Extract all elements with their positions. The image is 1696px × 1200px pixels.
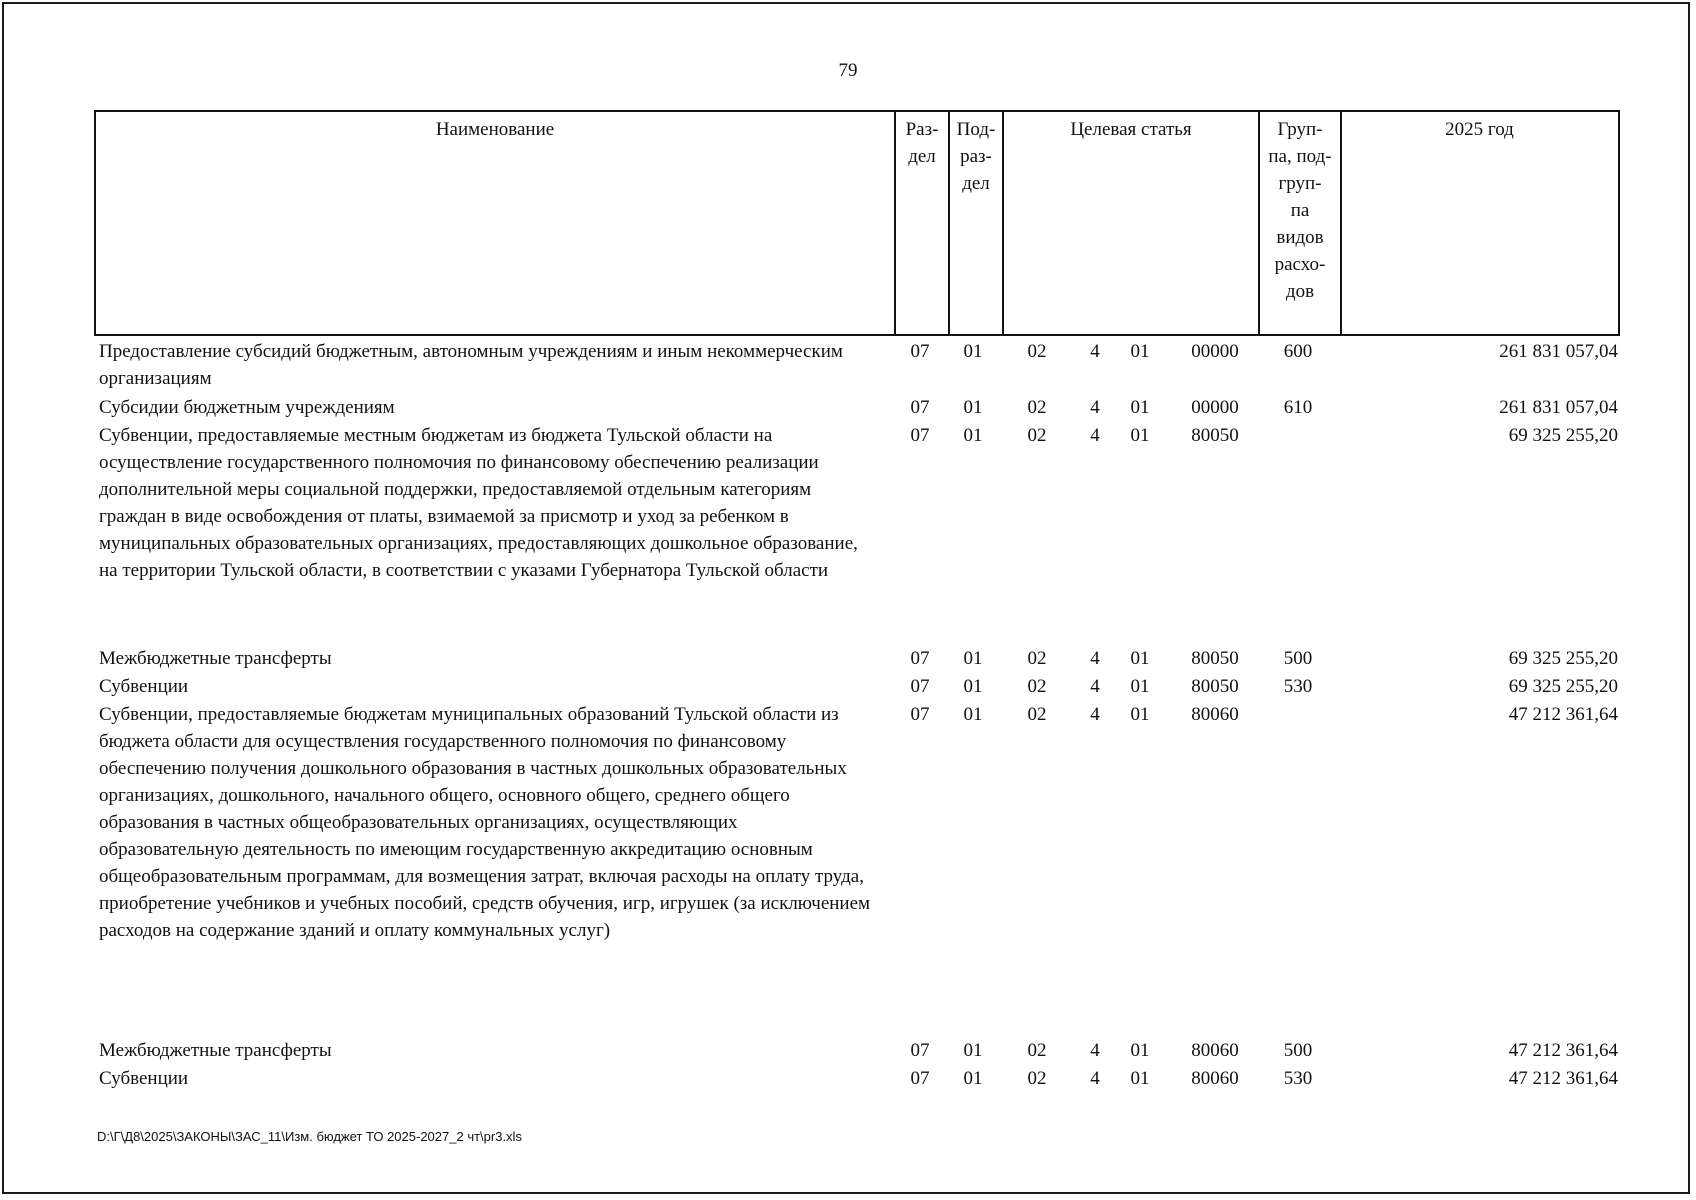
header-group-line: Груп- [1277, 119, 1323, 140]
row-target-event: 01 [1130, 341, 1150, 362]
row-podrazdel: 01 [963, 341, 983, 362]
row-razdel: 07 [910, 648, 930, 669]
header-razdel-line: Раз- [905, 119, 939, 140]
row-name: Субсидии бюджетным учреждениям [99, 397, 395, 418]
row-target-program: 02 [1027, 1040, 1047, 1061]
header-group [1260, 112, 1342, 334]
header-group-line: видов [1276, 227, 1324, 248]
row-target-direction: 80050 [1191, 676, 1239, 697]
row-amount: 47 212 361,64 [1508, 1040, 1618, 1061]
header-year-label: 2025 год [1445, 119, 1514, 140]
row-target-event: 01 [1130, 425, 1150, 446]
row-podrazdel: 01 [963, 1068, 983, 1089]
row-razdel: 07 [910, 704, 930, 725]
header-target-article-label: Целевая статья [1070, 119, 1192, 140]
row-podrazdel: 01 [963, 648, 983, 669]
row-razdel: 07 [910, 1068, 930, 1089]
header-group-line: па, под- [1268, 146, 1332, 167]
header-group-line: расхо- [1274, 254, 1326, 275]
header-razdel-line: дел [908, 146, 936, 167]
row-name: Межбюджетные трансферты [99, 648, 332, 669]
row-target-subprogram: 4 [1090, 341, 1100, 362]
file-path-footer: D:\Г\Д8\2025\ЗАКОНЫ\ЗАС_11\Изм. бюджет ТО 2025-2027_2 чт\pr3.xls [97, 1129, 522, 1144]
row-podrazdel: 01 [963, 704, 983, 725]
row-target-direction: 80060 [1191, 1040, 1239, 1061]
row-amount: 261 831 057,04 [1499, 341, 1618, 362]
row-group: 500 [1283, 648, 1313, 669]
row-amount: 47 212 361,64 [1508, 704, 1618, 725]
row-group: 500 [1283, 1040, 1313, 1061]
row-target-subprogram: 4 [1090, 1040, 1100, 1061]
row-amount: 69 325 255,20 [1508, 648, 1618, 669]
header-year [1342, 112, 1617, 334]
row-amount: 261 831 057,04 [1499, 397, 1618, 418]
row-target-program: 02 [1027, 425, 1047, 446]
row-target-program: 02 [1027, 704, 1047, 725]
row-target-event: 01 [1130, 1068, 1150, 1089]
row-target-subprogram: 4 [1090, 676, 1100, 697]
row-target-program: 02 [1027, 648, 1047, 669]
row-group: 610 [1283, 397, 1313, 418]
row-group: 530 [1283, 1068, 1313, 1089]
row-name: Субвенции [99, 676, 189, 697]
row-razdel: 07 [910, 676, 930, 697]
row-podrazdel: 01 [963, 676, 983, 697]
row-razdel: 07 [910, 1040, 930, 1061]
header-group-line: груп- [1278, 173, 1322, 194]
row-name: Субвенции [99, 1068, 189, 1089]
row-target-subprogram: 4 [1090, 648, 1100, 669]
row-podrazdel: 01 [963, 397, 983, 418]
row-target-program: 02 [1027, 397, 1047, 418]
table-header [94, 110, 1620, 336]
row-target-direction: 80050 [1191, 425, 1239, 446]
row-razdel: 07 [910, 341, 930, 362]
row-target-direction: 80050 [1191, 648, 1239, 669]
row-target-event: 01 [1130, 397, 1150, 418]
header-target-article [1004, 112, 1260, 334]
header-podrazdel [950, 112, 1004, 334]
row-name: Субвенции, предоставляемые бюджетам муниципальных образований Тульской области из бюджета области для осуществления государственного полномочия по финансовому обеспечению получения дошкольного образования в частных дошкольных образовательных организациях, дошкольного, начального общего, основного общего, среднего общего образования в частных общеобразовательных организациях, осуществляющих образовательную деятельность по имеющим государственную аккредитацию основным общеобразовательным программам, для возмещения затрат, включая расходы на оплату труда, приобретение учебников и учебных пособий, средств обучения, игр, игрушек (за исключением расходов на содержание зданий и оплату коммунальных услуг) [99, 704, 871, 941]
row-name: Субвенции, предоставляемые местным бюджетам из бюджета Тульской области на осуществление государственного полномочия по финансовому обеспечению реализации дополнительной меры социальной поддержки, предоставляемой отдельным категориям граждан в виде освобождения от платы, взимаемой за присмотр и уход за ребенком в муниципальных образовательных организациях, предоставляющих дошкольное образование, на территории Тульской области, в соответствии с указами Губернатора Тульской области [99, 425, 858, 581]
row-target-subprogram: 4 [1090, 704, 1100, 725]
header-razdel [896, 112, 950, 334]
header-group-line: дов [1285, 281, 1315, 302]
row-target-event: 01 [1130, 1040, 1150, 1061]
row-amount: 47 212 361,64 [1508, 1068, 1618, 1089]
row-target-event: 01 [1130, 676, 1150, 697]
row-group: 530 [1283, 676, 1313, 697]
row-target-subprogram: 4 [1090, 1068, 1100, 1089]
row-target-subprogram: 4 [1090, 425, 1100, 446]
row-razdel: 07 [910, 425, 930, 446]
row-name: Предоставление субсидий бюджетным, автономным учреждениям и иным некоммерческим организациям [99, 341, 843, 389]
row-target-program: 02 [1027, 1068, 1047, 1089]
row-target-direction: 80060 [1191, 1068, 1239, 1089]
row-target-program: 02 [1027, 341, 1047, 362]
row-amount: 69 325 255,20 [1508, 425, 1618, 446]
header-group-line: па [1290, 200, 1310, 221]
row-target-event: 01 [1130, 704, 1150, 725]
header-podrazdel-line: Под- [956, 119, 996, 140]
row-amount: 69 325 255,20 [1508, 676, 1618, 697]
row-target-direction: 00000 [1191, 341, 1239, 362]
page-number: 79 [838, 60, 858, 81]
row-target-subprogram: 4 [1090, 397, 1100, 418]
row-group: 600 [1283, 341, 1313, 362]
row-name: Межбюджетные трансферты [99, 1040, 332, 1061]
header-name [96, 112, 896, 334]
row-target-program: 02 [1027, 676, 1047, 697]
row-target-direction: 80060 [1191, 704, 1239, 725]
row-podrazdel: 01 [963, 425, 983, 446]
row-target-event: 01 [1130, 648, 1150, 669]
header-podrazdel-line: раз- [960, 146, 992, 167]
row-razdel: 07 [910, 397, 930, 418]
row-target-direction: 00000 [1191, 397, 1239, 418]
row-podrazdel: 01 [963, 1040, 983, 1061]
header-name-label: Наименование [435, 119, 555, 140]
header-podrazdel-line: дел [962, 173, 990, 194]
